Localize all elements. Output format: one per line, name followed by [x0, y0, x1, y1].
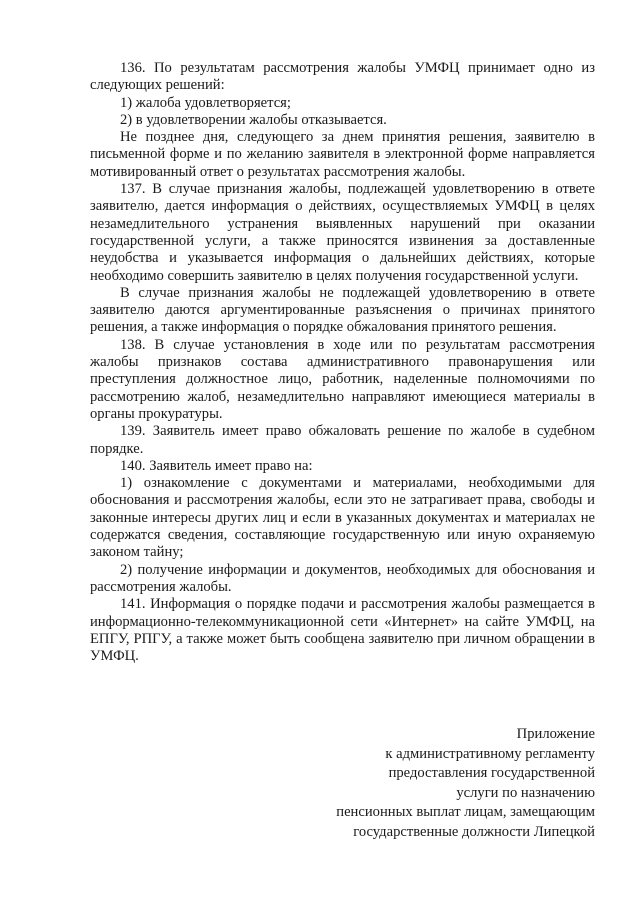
document-body	[90, 60, 595, 665]
appendix-header	[215, 725, 595, 843]
paragraph-140-item-2: 2) получение информации и документов, необходимых для обоснования и рассмотрения жалобы.	[90, 561, 595, 595]
paragraph-137-rejection: В случае признания жалобы не подлежащей удовлетворению в ответе заявителю даются аргументированные разъяснения о причинах принятого решения, а также информация о порядке обжалования принятого решения.	[90, 284, 595, 336]
appendix-line: к административному регламенту	[385, 745, 595, 762]
paragraph-140: 140. Заявитель имеет право на:	[120, 457, 313, 474]
paragraph-138: 138. В случае установления в ходе или по результатам рассмотрения жалобы признаков состава административного правонарушения или преступления должностное лицо, работник, наделенные полномочиями по рассмотрению жалоб, незамедлительно направляют имеющиеся материалы в органы прокуратуры.	[90, 336, 595, 422]
paragraph-136-option-1: 1) жалоба удовлетворяется;	[120, 94, 291, 111]
paragraph-137: 137. В случае признания жалобы, подлежащей удовлетворению в ответе заявителю, дается информация о действиях, осуществляемых УМФЦ в целях незамедлительного устранения выявленных нарушений при оказании государственной услуги, а также приносятся извинения за доставленные неудобства и указывается информация о дальнейших действиях, которые необходимо совершить заявителю в целях получения государственной услуги.	[90, 181, 595, 284]
paragraph-139: 139. Заявитель имеет право обжаловать решение по жалобе в судебном порядке.	[90, 423, 595, 457]
appendix-title: Приложение	[516, 726, 595, 742]
appendix-line: предоставления государственной	[388, 765, 595, 782]
paragraph-140-item-1: 1) ознакомление с документами и материалами, необходимыми для обоснования и рассмотрения жалобы, если это не затрагивает права, свободы и законные интересы других лиц и если в указанных документах и материалах не содержатся сведения, составляющие государственную или иную охраняемую законом тайну;	[90, 475, 595, 561]
appendix-line: пенсионных выплат лицам, замещающим	[336, 804, 595, 821]
paragraph-141: 141. Информация о порядке подачи и рассмотрения жалобы размещается в информационно-телекоммуникационной сети «Интернет» на сайте УМФЦ, на ЕПГУ, РПГУ, а также может быть сообщена заявителю при личном обращении в УМФЦ.	[90, 596, 595, 665]
paragraph-136-deadline: Не позднее дня, следующего за днем принятия решения, заявителю в письменной форме и по желанию заявителя в электронной форме направляется мотивированный ответ о результатах рассмотрения жалобы.	[90, 129, 595, 180]
paragraph-136-option-2: 2) в удовлетворении жалобы отказывается.	[120, 111, 387, 128]
appendix-line: государственные должности Липецкой	[353, 823, 595, 840]
appendix-line: услуги по назначению	[456, 784, 595, 801]
paragraph-136: 136. По результатам рассмотрения жалобы УМФЦ принимает одно из следующих решений:	[90, 60, 595, 94]
